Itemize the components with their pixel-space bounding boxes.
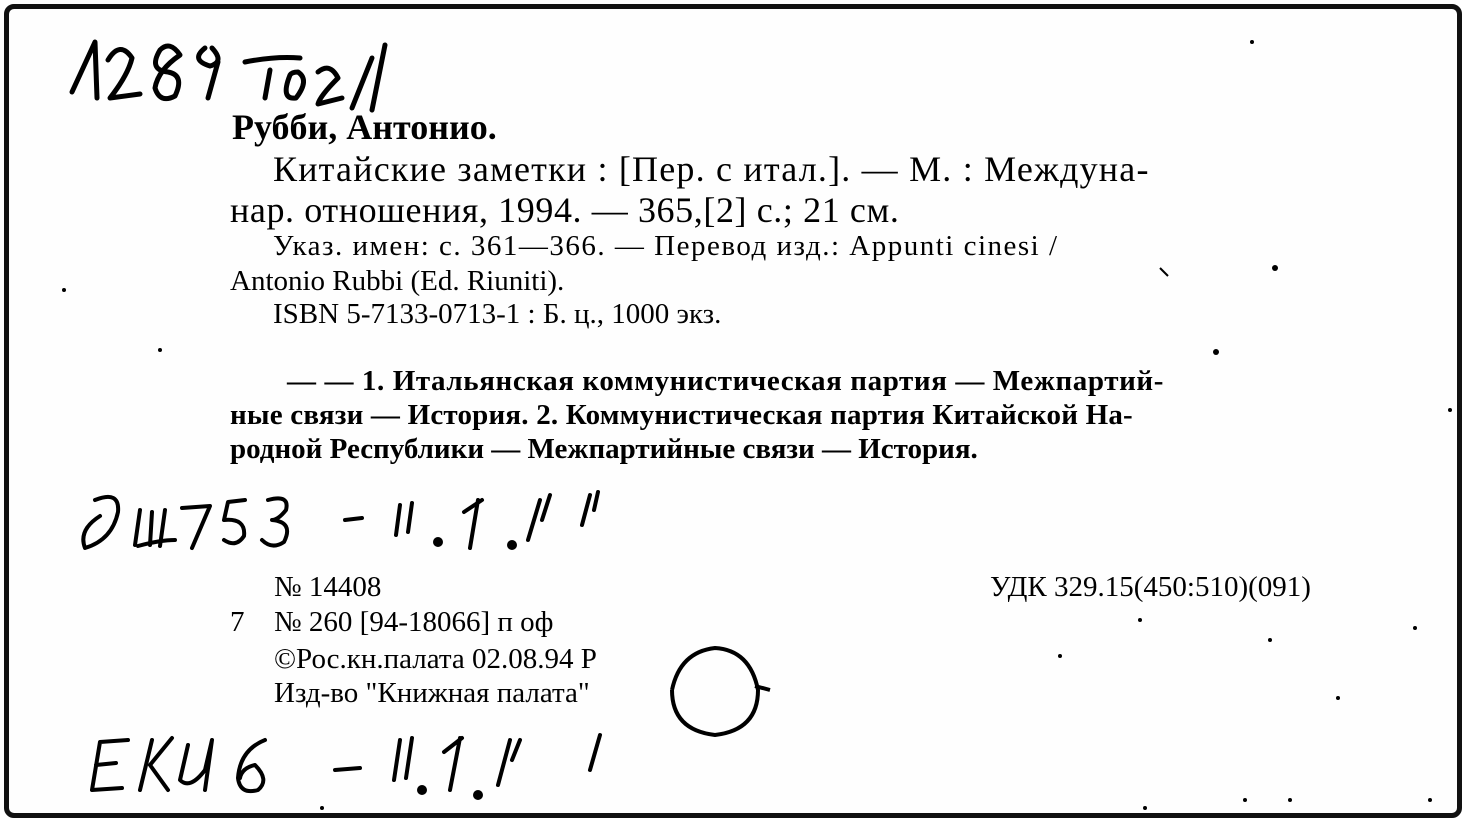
order-line: № 260 [94-18066] п оф	[274, 606, 554, 638]
handwritten-number-top	[72, 42, 385, 110]
caret-mark	[1160, 268, 1168, 276]
publisher-line: Изд-во "Книжная палата"	[274, 677, 590, 709]
note-line-2: Antonio Rubbi (Ed. Riuniti).	[230, 265, 565, 297]
handwritten-shelf-mark	[83, 492, 598, 548]
copyright-line: ©Рос.кн.палата 02.08.94 Р	[274, 643, 597, 675]
stamp-circle	[672, 648, 770, 735]
subject-line-3: родной Республики — Межпартийные связи — История.	[230, 433, 978, 465]
handwritten-code-bottom	[92, 735, 600, 798]
udc-code: УДК 329.15(450:510)(091)	[990, 571, 1311, 603]
subject-line-2: ные связи — История. 2. Коммунистическая партия Китайской На-	[230, 399, 1133, 431]
title-line-1: Китайские заметки : [Пер. с итал.]. — М. : Междуна-	[273, 149, 1150, 189]
note-line-1: Указ. имен: с. 361—366. — Перевод изд.: Appunti cinesi /	[273, 230, 1059, 262]
title-line-2: нар. отношения, 1994. — 365,[2] с.; 21 см.	[230, 190, 900, 230]
author: Рубби, Антонио.	[232, 107, 497, 147]
record-number: № 14408	[274, 571, 382, 603]
subject-line-1: — — 1. Итальянская коммунистическая партия — Межпартий-	[287, 365, 1164, 397]
isbn-line: ISBN 5-7133-0713-1 : Б. ц., 1000 экз.	[273, 298, 722, 330]
order-prefix: 7	[230, 606, 245, 638]
